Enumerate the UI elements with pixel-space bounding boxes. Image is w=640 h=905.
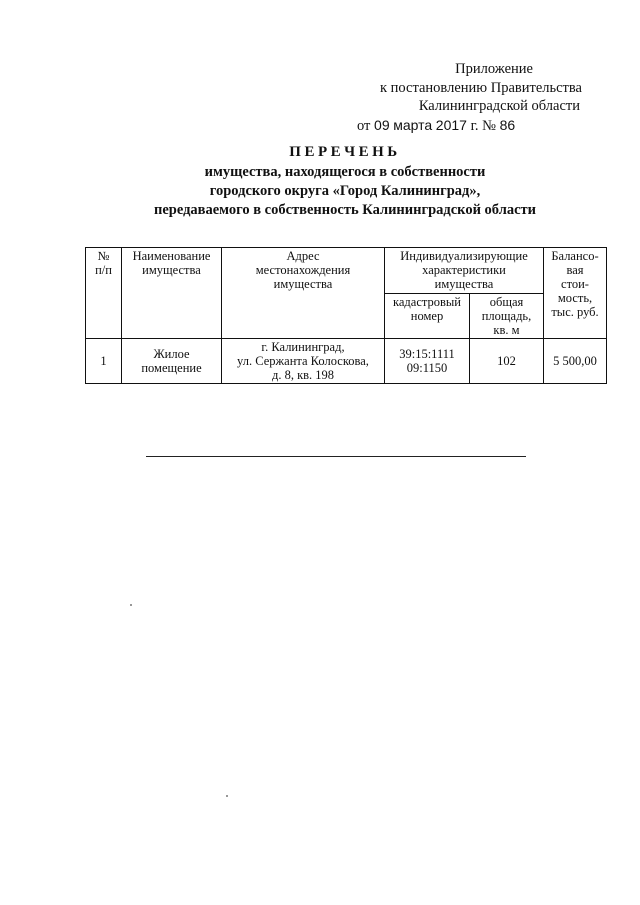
header-balance-l5: тыс. руб. xyxy=(551,305,599,319)
header-number xyxy=(86,248,122,339)
header-cadastral-l1: кадастровый xyxy=(393,295,461,309)
scan-speck xyxy=(130,604,132,606)
header-characteristics-l2: характеристики xyxy=(422,263,506,277)
row-number: 1 xyxy=(86,339,122,384)
closing-rule xyxy=(146,456,526,457)
table-row xyxy=(86,339,607,384)
header-address-l1: Адрес xyxy=(286,249,320,263)
header-address-l2: местонахождения xyxy=(255,263,351,277)
title-heading: ПЕРЕЧЕНЬ xyxy=(289,144,401,160)
header-area-l3: кв. м xyxy=(493,323,520,337)
header-cadastral xyxy=(385,294,470,339)
header-area-l2: площадь, xyxy=(481,309,532,323)
row-name xyxy=(122,339,222,384)
header-characteristics xyxy=(385,248,544,294)
row-address-l3: д. 8, кв. 198 xyxy=(271,368,335,382)
header-name xyxy=(122,248,222,339)
row-name-l2: помещение xyxy=(141,361,202,375)
header-number-l2: п/п xyxy=(95,263,112,277)
row-name-l1: Жилое xyxy=(153,347,190,361)
title-line-1: имущества, находящегося в собственности xyxy=(204,164,486,180)
header-balance xyxy=(544,248,607,339)
header-balance-l1: Балансо- xyxy=(551,249,599,263)
appendix-label: Приложение xyxy=(455,61,533,77)
title-line-2: городского округа «Город Калининград», xyxy=(209,183,481,199)
date-month: марта xyxy=(393,116,433,133)
year-suffix: г. № xyxy=(470,117,496,134)
header-area xyxy=(470,294,544,339)
document-title xyxy=(90,143,600,220)
row-address xyxy=(222,339,385,384)
row-cadastral-l2: 09:1150 xyxy=(406,361,448,375)
row-cadastral xyxy=(385,339,470,384)
row-cadastral-l1: 39:15:1111 xyxy=(399,347,455,361)
table-header-row xyxy=(86,248,607,294)
date-year: 2017 xyxy=(435,116,467,133)
header-address xyxy=(222,248,385,339)
appendix-date-line xyxy=(340,116,590,136)
row-balance: 5 500,00 xyxy=(544,339,607,384)
header-balance-l2: вая xyxy=(566,263,584,277)
row-address-l1: г. Калининград, xyxy=(261,340,345,354)
header-area-l1: общая xyxy=(489,295,524,309)
header-balance-l4: мость, xyxy=(557,291,593,305)
appendix-block xyxy=(340,60,590,135)
header-balance-l3: стои- xyxy=(561,277,589,291)
header-characteristics-l1: Индивидуализирующие xyxy=(400,249,528,263)
header-name-l1: Наименование xyxy=(132,249,211,263)
appendix-resolution: к постановлению Правительства xyxy=(380,79,582,96)
header-address-l3: имущества xyxy=(273,277,333,291)
header-cadastral-l2: номер xyxy=(410,309,444,323)
title-line-3: передаваемого в собственность Калининградской области xyxy=(153,202,536,218)
row-area: 102 xyxy=(470,339,544,384)
date-prefix: от xyxy=(357,117,371,134)
header-characteristics-l3: имущества xyxy=(434,277,494,291)
date-day: 09 xyxy=(374,116,390,133)
property-table xyxy=(85,247,607,384)
header-number-l1: № xyxy=(97,249,110,263)
appendix-region: Калининградской области xyxy=(418,98,580,114)
row-address-l2: ул. Сержанта Колоскова, xyxy=(237,354,369,368)
resolution-number: 86 xyxy=(499,116,516,133)
scan-speck xyxy=(226,795,228,797)
header-name-l2: имущества xyxy=(142,263,201,277)
